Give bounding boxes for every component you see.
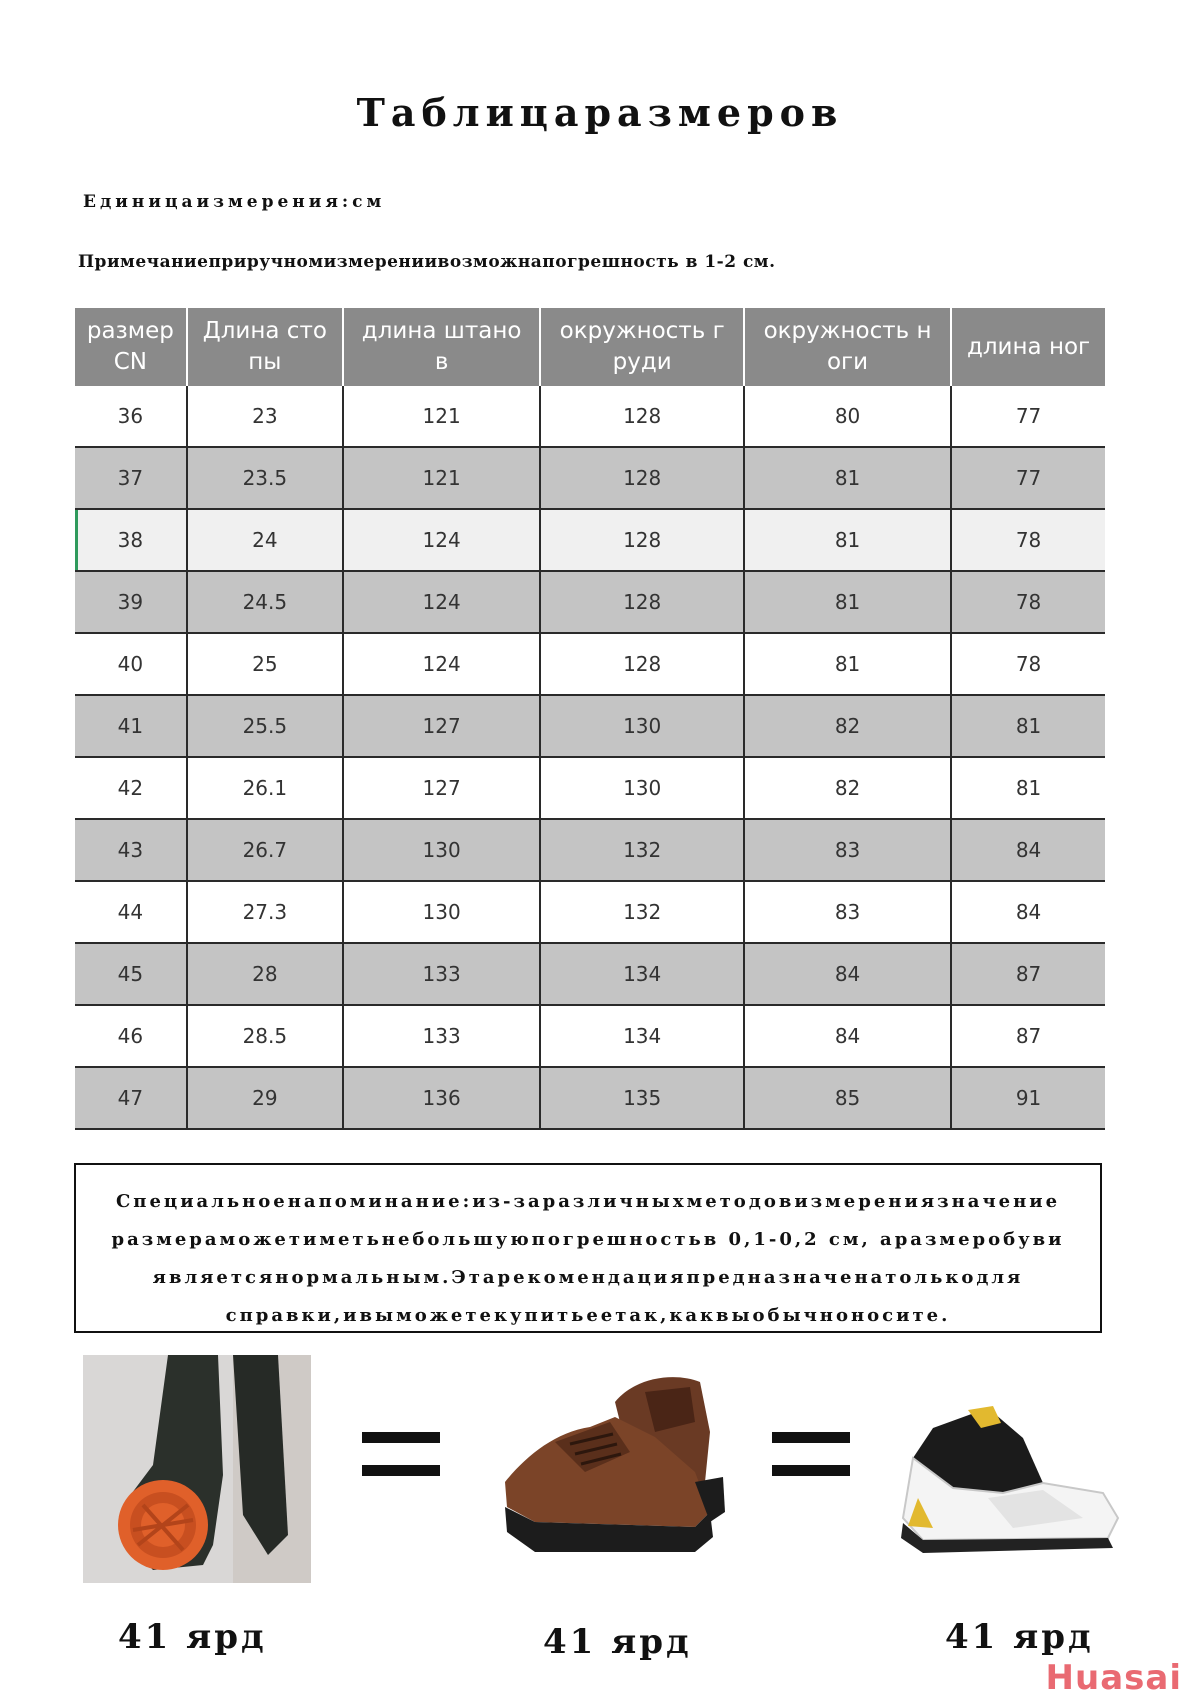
table-cell: 81	[744, 447, 951, 509]
special-reminder-box	[74, 1163, 1102, 1333]
table-cell: 127	[343, 757, 540, 819]
reminder-line: Специальноенапоминание:из-заразличныхметодовизмерениязначение	[115, 1191, 1061, 1212]
table-cell: 80	[744, 386, 951, 447]
column-header	[75, 308, 187, 386]
table-cell: 25.5	[187, 695, 343, 757]
column-header	[343, 308, 540, 386]
table-row	[75, 819, 1105, 881]
table-cell: 38	[75, 509, 187, 571]
page-title: Таблицаразмеров	[356, 90, 844, 135]
table-cell: 47	[75, 1067, 187, 1129]
column-header-line: CN	[113, 349, 147, 375]
table-row	[75, 943, 1105, 1005]
table-cell: 130	[540, 757, 744, 819]
table-cell: 130	[540, 695, 744, 757]
brand-watermark: Huasai	[1045, 1658, 1182, 1698]
table-cell: 45	[75, 943, 187, 1005]
column-header-line: оги	[826, 349, 869, 375]
column-header-line: длина штано	[361, 318, 522, 344]
table-cell: 132	[540, 819, 744, 881]
table-cell: 128	[540, 571, 744, 633]
table-cell: 84	[744, 1005, 951, 1067]
table-row	[75, 386, 1105, 447]
table-cell: 26.7	[187, 819, 343, 881]
table-cell: 136	[343, 1067, 540, 1129]
table-cell: 128	[540, 447, 744, 509]
table-cell: 91	[951, 1067, 1105, 1129]
table-cell: 81	[744, 633, 951, 695]
column-header	[540, 308, 744, 386]
table-cell: 124	[343, 571, 540, 633]
table-cell: 27.3	[187, 881, 343, 943]
column-header	[951, 308, 1105, 386]
column-header-line: Длина сто	[202, 318, 327, 344]
equals-sign	[362, 1432, 440, 1498]
table-cell: 78	[951, 509, 1105, 571]
column-header	[187, 308, 343, 386]
column-header-line: в	[434, 349, 449, 375]
table-cell: 28.5	[187, 1005, 343, 1067]
size-label-boot: 41 ярд	[118, 1617, 267, 1657]
table-cell: 87	[951, 1005, 1105, 1067]
table-cell: 133	[343, 943, 540, 1005]
table-cell: 78	[951, 633, 1105, 695]
table-cell: 36	[75, 386, 187, 447]
table-cell: 28	[187, 943, 343, 1005]
table-cell: 23	[187, 386, 343, 447]
table-cell: 128	[540, 386, 744, 447]
reminder-line: являетсянормальным.Этарекомендацияпредназначенатолькодля	[152, 1267, 1024, 1288]
table-cell: 78	[951, 571, 1105, 633]
column-header-line: размер	[86, 318, 174, 344]
table-cell: 37	[75, 447, 187, 509]
table-cell: 24	[187, 509, 343, 571]
table-cell: 132	[540, 881, 744, 943]
table-row	[75, 1067, 1105, 1129]
table-cell: 82	[744, 757, 951, 819]
table-cell: 26.1	[187, 757, 343, 819]
table-cell: 134	[540, 943, 744, 1005]
table-cell: 83	[744, 881, 951, 943]
reminder-line: размерaможетиметьнебольшуюпогрешностьв 0,1-0,2 см, аразмеробуви	[111, 1229, 1065, 1250]
column-header-line: длина ног	[966, 333, 1091, 360]
table-cell: 83	[744, 819, 951, 881]
table-cell: 130	[343, 881, 540, 943]
table-cell: 134	[540, 1005, 744, 1067]
table-cell: 81	[951, 757, 1105, 819]
table-cell: 130	[343, 819, 540, 881]
size-label-dress-shoe: 41 ярд	[543, 1622, 692, 1662]
table-cell: 43	[75, 819, 187, 881]
table-row	[75, 757, 1105, 819]
rubber-boot-sole-icon	[83, 1355, 311, 1583]
table-cell: 128	[540, 633, 744, 695]
measurement-note: Примечаниеприручномизмерениивозможнапогрешность в 1-2 см.	[78, 252, 776, 272]
table-cell: 82	[744, 695, 951, 757]
table-row	[75, 695, 1105, 757]
table-cell: 124	[343, 509, 540, 571]
size-table	[75, 308, 1105, 1130]
equals-sign	[772, 1432, 850, 1498]
table-cell: 29	[187, 1067, 343, 1129]
table-cell: 133	[343, 1005, 540, 1067]
table-cell: 87	[951, 943, 1105, 1005]
table-cell: 121	[343, 447, 540, 509]
table-cell: 77	[951, 447, 1105, 509]
table-cell: 42	[75, 757, 187, 819]
table-cell: 23.5	[187, 447, 343, 509]
table-cell: 25	[187, 633, 343, 695]
column-header-line: окружность н	[763, 318, 932, 344]
size-label-sneaker: 41 ярд	[945, 1617, 1094, 1657]
table-cell: 81	[744, 509, 951, 571]
table-row	[75, 509, 1105, 571]
table-cell: 39	[75, 571, 187, 633]
table-cell: 77	[951, 386, 1105, 447]
table-row	[75, 881, 1105, 943]
leather-dress-shoe-icon	[495, 1362, 727, 1572]
column-header-line: руди	[612, 349, 672, 375]
table-row	[75, 1005, 1105, 1067]
table-cell: 85	[744, 1067, 951, 1129]
table-cell: 46	[75, 1005, 187, 1067]
table-cell: 121	[343, 386, 540, 447]
table-cell: 84	[951, 819, 1105, 881]
sneaker-icon	[893, 1398, 1121, 1563]
table-body	[75, 386, 1105, 1129]
table-row	[75, 447, 1105, 509]
table-cell: 128	[540, 509, 744, 571]
table-row	[75, 571, 1105, 633]
column-header-line: окружность г	[559, 318, 725, 344]
column-header-line: пы	[248, 349, 282, 375]
table-cell: 81	[951, 695, 1105, 757]
reminder-line: справки,ивыможетекупитьеетак,каквыобычноносите.	[225, 1305, 951, 1326]
table-cell: 127	[343, 695, 540, 757]
table-cell: 84	[951, 881, 1105, 943]
column-header	[744, 308, 951, 386]
table-header-row	[75, 308, 1105, 386]
table-row	[75, 633, 1105, 695]
table-cell: 135	[540, 1067, 744, 1129]
table-cell: 41	[75, 695, 187, 757]
table-cell: 40	[75, 633, 187, 695]
units-label: Единицаизмерения:см	[83, 192, 386, 212]
table-cell: 124	[343, 633, 540, 695]
table-cell: 81	[744, 571, 951, 633]
table-cell: 84	[744, 943, 951, 1005]
table-cell: 24.5	[187, 571, 343, 633]
table-cell: 44	[75, 881, 187, 943]
